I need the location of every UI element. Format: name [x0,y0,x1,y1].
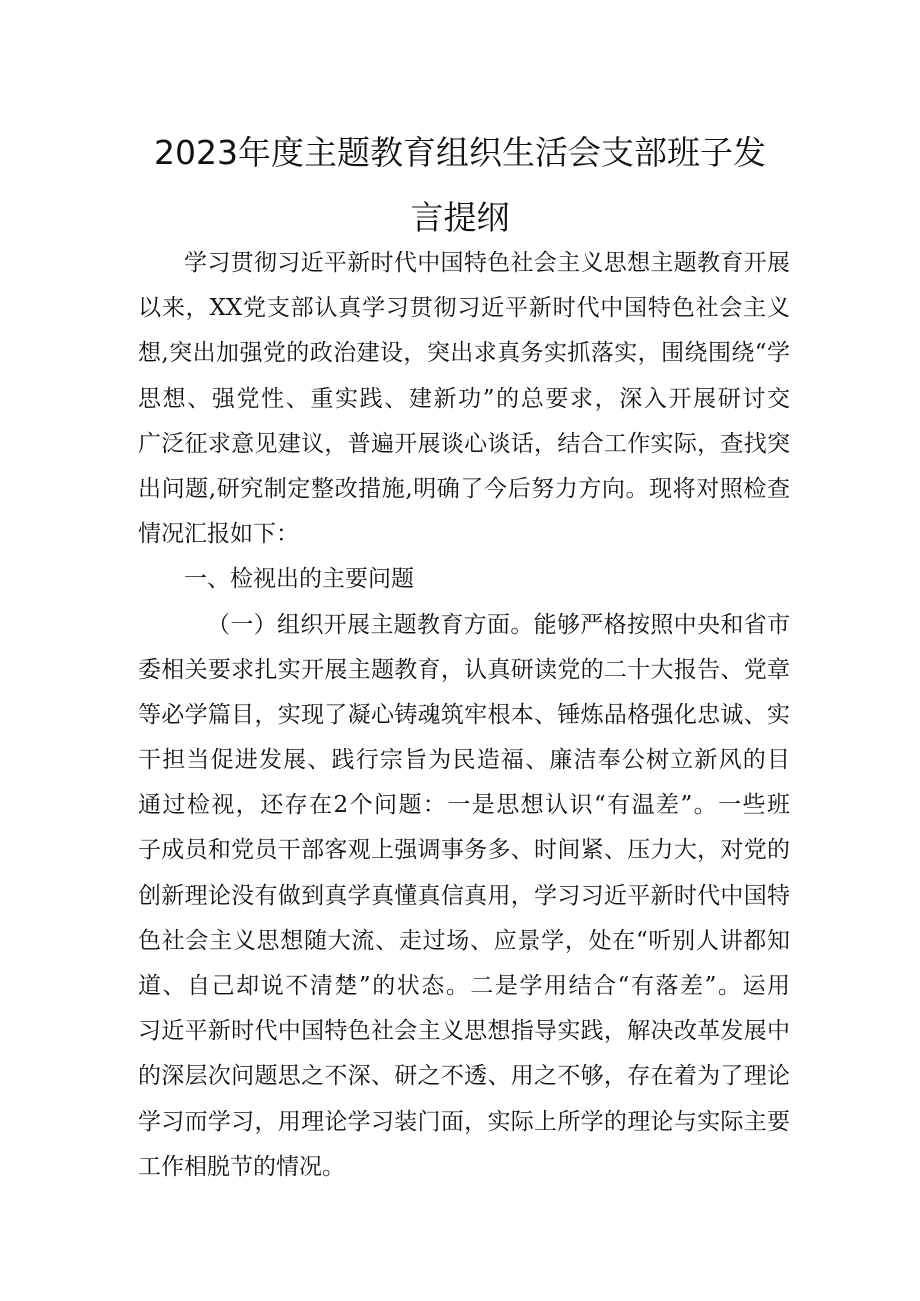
document-title-line-2: 言提纲 [410,198,510,237]
document-body [138,241,790,1190]
text-line: 学习贯彻习近平新时代中国特色社会主义思想主题教育开展 [184,250,790,276]
section-heading [138,557,790,602]
text-line: 创新理论没有做到真学真懂真信真用，学习习近平新时代中国特 [138,882,790,909]
text-line: 出问题,研究制定整改措施,明确了今后努力方向。现将对照检查 [138,475,790,502]
text-line: 干担当促进发展、践行宗旨为民造福、廉洁奉公树立新风的目 [138,747,790,774]
text-line: 思想、强党性、重实践、建新功”的总要求，深入开展研讨交 [138,385,790,412]
text-line: 的深层次问题思之不深、研之不透、用之不够，存在着为了理论 [138,1063,790,1090]
text-line: 道、自己却说不清楚”的状态。二是学用结合“有落差”。运用 [138,973,790,999]
text-line: 学习而学习，用理论学习装门面，实际上所学的理论与实际主要 [138,1108,790,1135]
text-line: 情况汇报如下： [138,521,299,548]
text-line: 通过检视，还存在2个问题：一是思想认识“有温差”。一些班 [138,792,790,819]
text-line: 一、检视出的主要问题 [184,566,414,593]
text-line: 以来，XX党支部认真学习贯彻习近平新时代中国特色社会主义 [138,295,790,322]
text-line: 等必学篇目，实现了凝心铸魂筑牢根本、锤炼品格强化忠诚、实 [138,701,790,728]
text-line: 习近平新时代中国特色社会主义思想指导实践，解决改革发展中 [138,1018,790,1045]
text-line: 广泛征求意见建议，普遍开展谈心谈话，结合工作实际，查找突 [138,430,790,457]
paragraph-problems [138,603,790,1190]
text-line: 想,突出加强党的政治建设，突出求真务实抓落实，围绕围绕“学 [138,340,790,367]
text-line: 工作相脱节的情况。 [138,1153,345,1180]
text-line: 色社会主义思想随大流、走过场、应景学，处在“听别人讲都知 [138,927,790,954]
paragraph-intro [138,241,790,557]
text-line: 委相关要求扎实开展主题教育，认真研读党的二十大报告、党章 [138,656,790,683]
text-line: （一）组织开展主题教育方面。能够严格按照中央和省市 [207,611,790,638]
document-title-line-1: 2023年度主题教育组织生活会支部班子发 [154,133,766,172]
text-line: 子成员和党员干部客观上强调事务多、时间紧、压力大，对党的 [138,837,790,864]
